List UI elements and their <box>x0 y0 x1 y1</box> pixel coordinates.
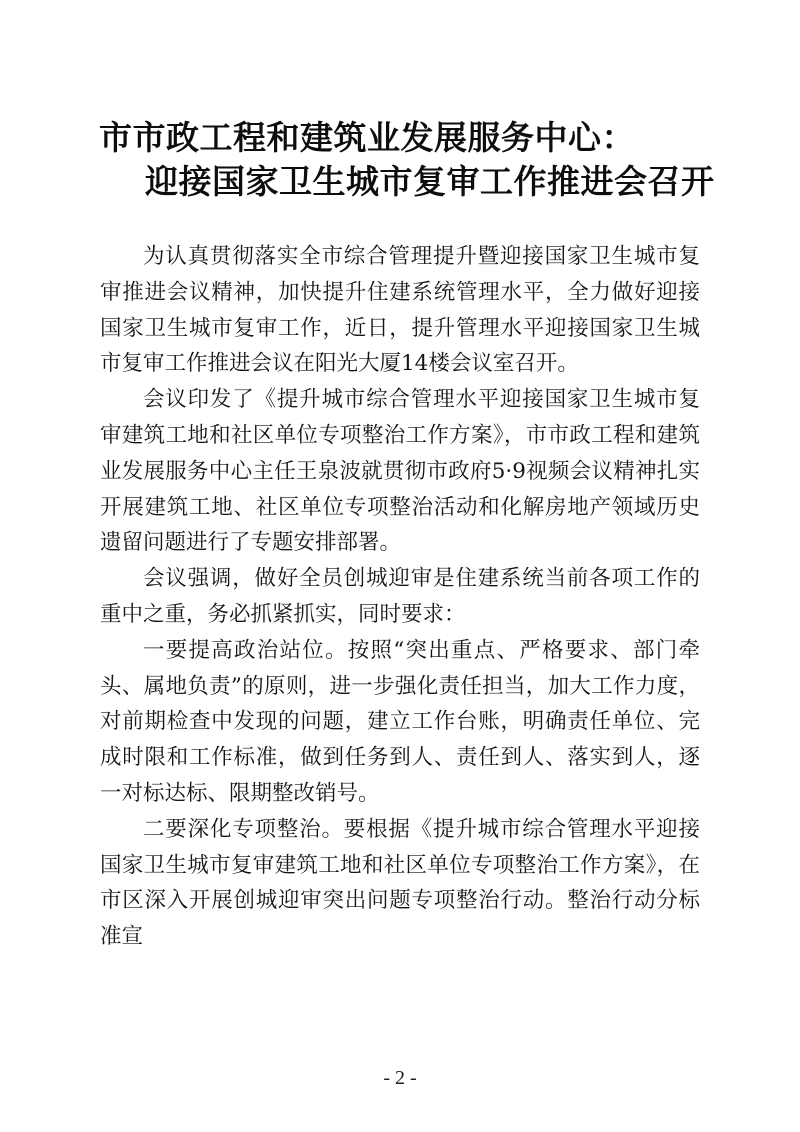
paragraph-5: 二要深化专项整治。要根据《提升城市综合管理水平迎接国家卫生城市复审建筑工地和社区单位专项整治工作方案》，在市区深入开展创城迎审突出问题专项整治行动。整治行动分标准宣 <box>100 816 700 950</box>
paragraph-1: 为认真贯彻落实全市综合管理提升暨迎接国家卫生城市复审推进会议精神，加快提升住建系统管理水平，全力做好迎接国家卫生城市复审工作，近日，提升管理水平迎接国家卫生城市复审工作推进会议在阳光大厦14楼会议室召开。 <box>100 244 700 377</box>
page-number: - 2 - <box>383 1067 417 1089</box>
document-title-line-2: 迎接国家卫生城市复审工作推进会召开 <box>145 162 715 201</box>
document-title-line-1: 市市政工程和建筑业发展服务中心： <box>99 118 635 157</box>
paragraph-3: 会议强调，做好全员创城迎审是住建系统当前各项工作的重中之重，务必抓紧抓实，同时要求： <box>100 566 700 627</box>
paragraph-2: 会议印发了《提升城市综合管理水平迎接国家卫生城市复审建筑工地和社区单位专项整治工作方案》，市市政工程和建筑业发展服务中心主任王泉波就贯彻市政府5·9视频会议精神扎实开展建筑工地、社区单位专项整治活动和化解房地产领域历史遗留问题进行了专题安排部署。 <box>100 387 700 556</box>
document-body <box>100 239 700 955</box>
paragraph-4: 一要提高政治站位。按照“突出重点、严格要求、部门牵头、属地负责”的原则，进一步强化责任担当，加大工作力度，对前期检查中发现的问题，建立工作台账，明确责任单位、完成时限和工作标准，做到任务到人、责任到人、落实到人，逐一对标达标、限期整改销号。 <box>100 637 700 806</box>
